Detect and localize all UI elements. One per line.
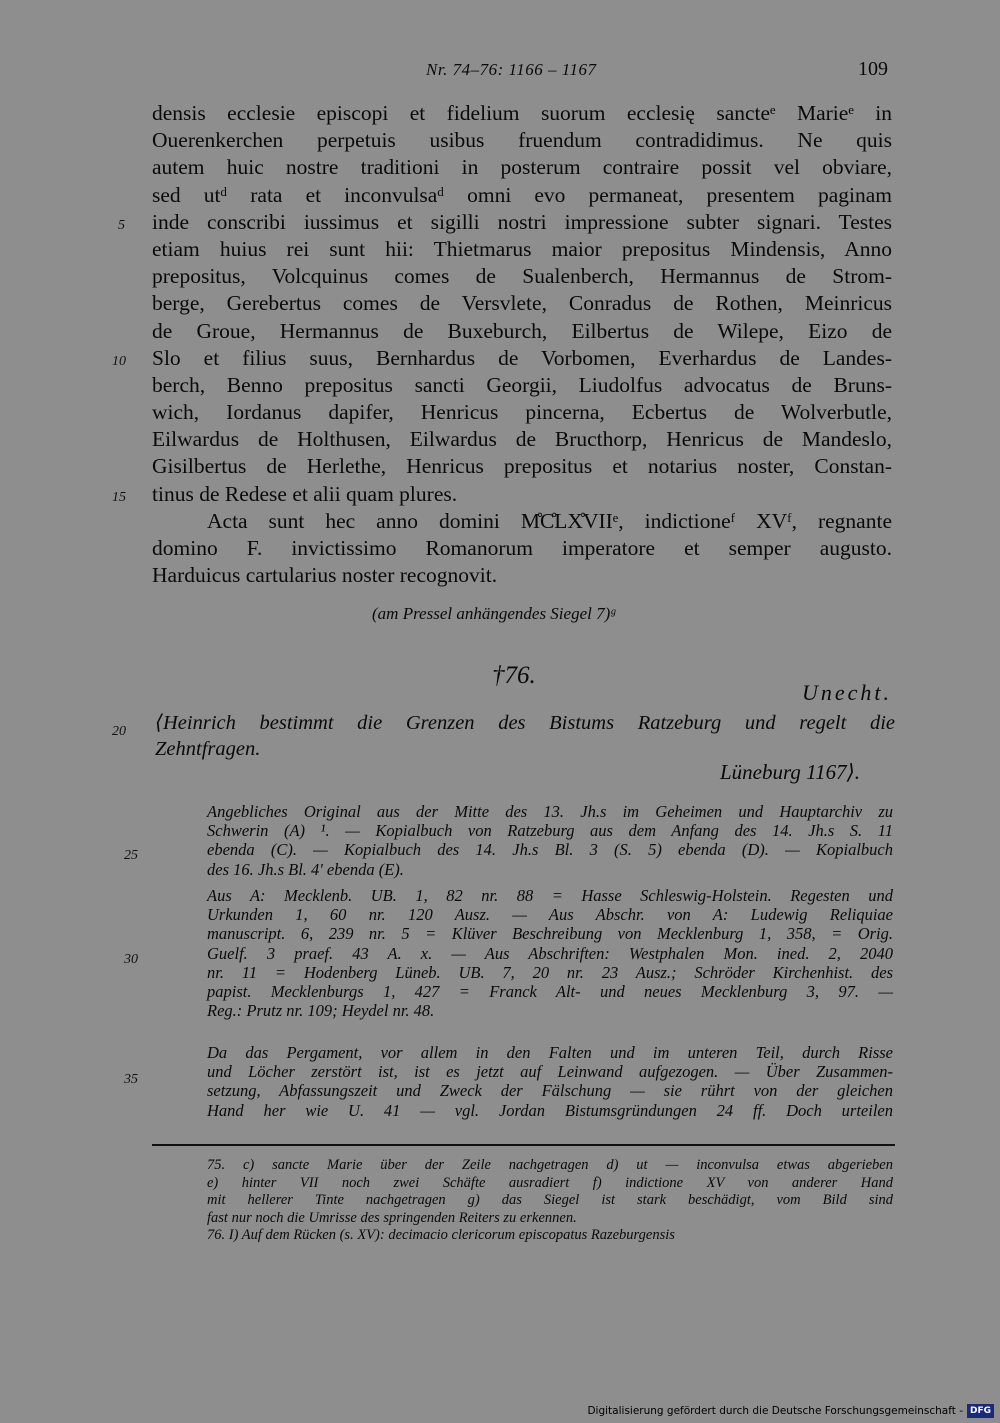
tradition-line: Angebliches Original aus der Mitte des 13. Jh.s im Geheimen und Hauptarchiv zu — [207, 802, 893, 821]
prints-line: Aus A: Mecklenb. UB. 1, 82 nr. 88 = Hasse Schleswig-Holstein. Regesten und — [207, 886, 893, 905]
text-line: etiam huius rei sunt hii: Thietmarus maior prepositus Mindensis, Anno — [152, 236, 892, 261]
text-line: Acta sunt hec anno domini M̊C̊LX̊VIIᵉ, indictioneᶠ XVᶠ, regnante — [207, 508, 892, 533]
line-number: 25 — [124, 848, 138, 863]
regest-line: Zehntfragen. — [155, 738, 261, 760]
funding-footer — [587, 1401, 994, 1421]
charter-text — [152, 100, 892, 589]
authenticity-status: Unecht. — [802, 680, 893, 705]
prints-line: papist. Mecklenburgs 1, 427 = Franck Alt- und neues Mecklenburg 3, 97. — — [207, 981, 893, 1001]
prints-line: Urkunden 1, 60 nr. 120 Ausz. — Aus Abschr. von A: Ludewig Reliquiae — [207, 905, 893, 925]
regest-line: ⟨Heinrich bestimmt die Grenzen des Bistums Ratzeburg und regelt die — [155, 712, 895, 734]
commentary-line: Hand her wie U. 41 — vgl. Jordan Bistumsgründungen 24 ff. Doch urteilen — [207, 1100, 893, 1120]
prints-line: Guelf. 3 praef. 43 A. x. — Aus Abschriften: Westphalen Mon. ined. 2, 2040 — [207, 943, 893, 963]
text-line: wich, Iordanus dapifer, Henricus pincerna, Ecbertus de Wolverbutle, — [152, 400, 892, 425]
commentary-line: und Löcher zerstört ist, ist es jetzt auf Leinwand aufgezogen. — Über Zusammen- — [207, 1062, 893, 1082]
text-line: Ouerenkerchen perpetuis usibus fruendum contradidimus. Ne quis — [152, 128, 892, 153]
place-date: Lüneburg 1167⟩. — [720, 760, 861, 784]
prints-line: nr. 11 = Hodenberg Lüneb. UB. 7, 20 nr. 23 Ausz.; Schröder Kirchenhist. des — [207, 962, 893, 982]
text-line: prepositus, Volcquinus comes de Sualenberch, Hermannus de Strom- — [152, 264, 892, 289]
footnote-line: 76. I) Auf dem Rücken (s. XV): decimacio clericorum episcopatus Razeburgensis — [207, 1227, 675, 1243]
document-number: †76. — [492, 662, 536, 689]
text-line: berge, Gerebertus comes de Versvlete, Conradus de Rothen, Meinricus — [152, 291, 892, 316]
page-number: 109 — [858, 58, 888, 80]
text-line: Gisilbertus de Herlethe, Henricus prepositus et notarius noster, Constan- — [152, 454, 892, 479]
line-number: 20 — [112, 724, 126, 739]
text-line: tinus de Redese et alii quam plures. — [152, 481, 458, 506]
text-line: de Groue, Hermannus de Buxeburch, Eilbertus de Wilepe, Eizo de — [152, 318, 892, 343]
text-line: domino F. invictissimo Romanorum imperatore et semper augusto. — [152, 536, 892, 560]
text-line: Eilwardus de Holthusen, Eilwardus de Bructhorp, Henricus de Mandeslo, — [152, 427, 892, 452]
line-number: 30 — [124, 952, 138, 967]
commentary-line: Da das Pergament, vor allem in den Falten und im unteren Teil, durch Risse — [207, 1043, 893, 1062]
text-line: Slo et filius suus, Bernhardus de Vorbomen, Everhardus de Landes- — [152, 345, 892, 370]
prints-block — [207, 886, 893, 1020]
line-number: 15 — [112, 490, 126, 505]
tradition-line: ebenda (C). — Kopialbuch des 14. Jh.s Bl. 3 (S. 5) ebenda (D). — Kopialbuch — [207, 840, 893, 860]
tradition-line: Schwerin (A) ¹. — Kopialbuch von Ratzeburg aus dem Anfang des 14. Jh.s S. 11 — [207, 821, 893, 841]
line-number: 35 — [124, 1072, 138, 1087]
document-reference: Nr. 74–76: 1166 – 1167 — [426, 60, 597, 79]
line-number: 5 — [118, 218, 125, 233]
text-line: inde conscribi iussimus et sigilli nostri impressione subter signari. Testes — [152, 209, 892, 234]
prints-line: manuscript. 6, 239 nr. 5 = Klüver Beschreibung von Mecklenburg 1, 358, = Orig. — [207, 924, 893, 944]
funding-text: Digitalisierung gefördert durch die Deutsche Forschungsgemeinschaft - — [587, 1405, 963, 1417]
text-line: Harduicus cartularius noster recognovit. — [152, 563, 498, 588]
commentary-line: setzung, Abfassungszeit und Zweck der Fälschung — sie rührt von der gleichen — [207, 1081, 893, 1101]
footnote-line: 75. c) sancte Marie über der Zeile nachgetragen d) ut — inconvulsa etwas abgerieben — [207, 1157, 893, 1173]
dfg-logo[interactable]: DFG — [967, 1404, 994, 1418]
text-line: autem huic nostre traditioni in posterum contraire possit vel obviare, — [152, 155, 892, 180]
text-line: sed utᵈ rata et inconvulsaᵈ omni evo permaneat, presentem paginam — [152, 182, 892, 207]
seal-note: (am Pressel anhängendes Siegel 7)ᵍ — [372, 604, 616, 623]
footnotes — [207, 1157, 893, 1245]
running-header — [150, 58, 890, 84]
commentary-block — [207, 1043, 893, 1120]
footnote-line: e) hinter VII noch zwei Schäfte ausradiert f) indictione XV von anderer Hand — [207, 1174, 893, 1191]
tradition-line: des 16. Jh.s Bl. 4ʹ ebenda (E). — [207, 859, 404, 879]
line-number: 10 — [112, 354, 126, 369]
footnote-rule — [152, 1144, 895, 1146]
regest — [155, 710, 895, 762]
footnote-line: mit hellerer Tinte nachgetragen g) das Siegel ist stark beschädigt, vom Bild sind — [207, 1192, 893, 1208]
text-line: densis ecclesie episcopi et fidelium suorum ecclesię sancteᵉ Marieᵉ in — [152, 101, 892, 125]
prints-line: Reg.: Prutz nr. 109; Heydel nr. 48. — [207, 1001, 435, 1021]
text-line: berch, Benno prepositus sancti Georgii, Liudolfus advocatus de Bruns- — [152, 372, 892, 397]
tradition-block — [207, 802, 893, 879]
footnote-line: fast nur noch die Umrisse des springenden Reiters zu erkennen. — [207, 1209, 577, 1226]
